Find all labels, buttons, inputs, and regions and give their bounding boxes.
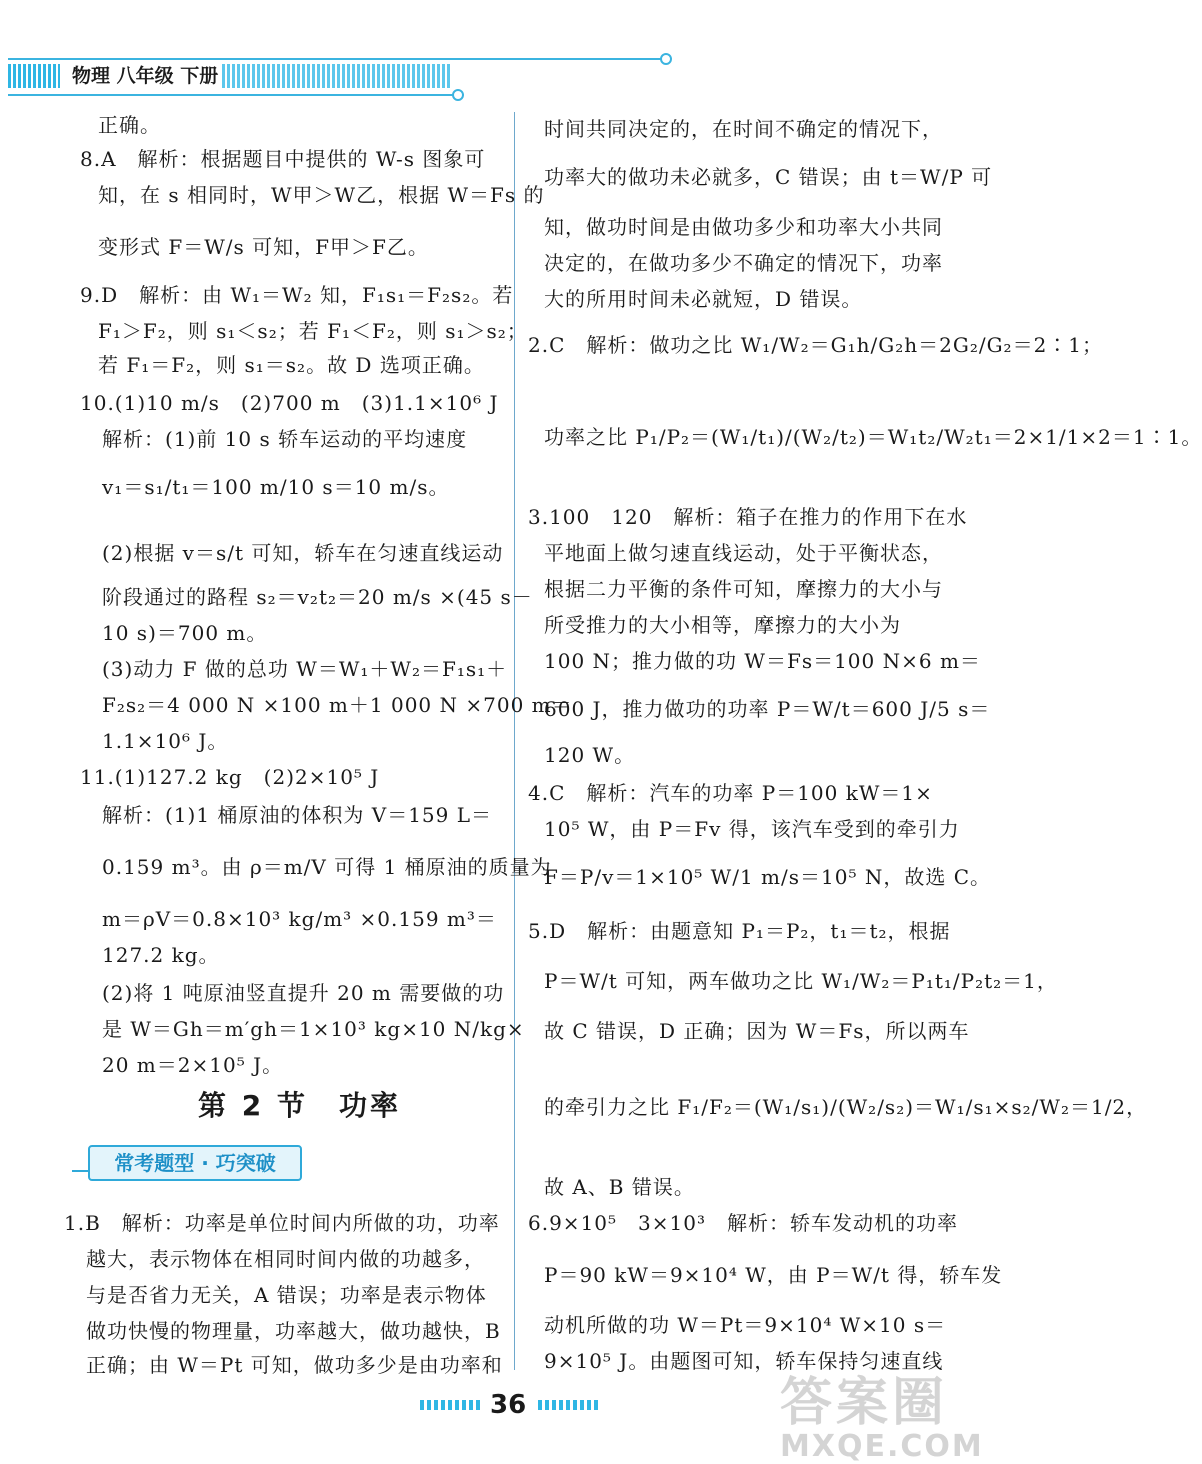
text-line: 600 J，推力做功的功率 P＝W/t＝600 J/5 s＝ — [544, 697, 991, 721]
text-line: 10⁵ W，由 P＝Fv 得，该汽车受到的牵引力 — [544, 817, 960, 841]
header-rule-top — [8, 58, 663, 60]
formula-line: 的牵引力之比 F₁/F₂＝(W₁/s₁)/(W₂/s₂)＝W₁/s₁×s₂/W₂＝1/2， — [544, 1095, 1148, 1119]
answer-6: 6.9×10⁵ 3×10³ 解析：轿车发动机的功率 — [528, 1211, 958, 1235]
text-line: 120 W。 — [544, 743, 636, 767]
text-line: 100 N；推力做的功 W＝Fs＝100 N×6 m＝ — [544, 649, 981, 673]
text-line: 与是否省力无关，A 错误；功率是表示物体 — [86, 1283, 487, 1307]
text-line: 变形式 F＝W/s 可知，F甲＞F乙。 — [98, 235, 429, 259]
column-divider — [514, 112, 515, 1370]
section-badge: 常考题型 · 巧突破 — [88, 1145, 302, 1181]
text-line: 故 C 错误，D 正确；因为 W＝Fs，所以两车 — [544, 1019, 970, 1043]
section-title: 第 2 节 功率 — [198, 1089, 401, 1122]
answer-9: 9.D 解析：由 W₁＝W₂ 知，F₁s₁＝F₂s₂。若 — [80, 283, 514, 307]
page-number: 36 — [490, 1390, 527, 1420]
text-line: 功率大的做功未必就多，C 错误；由 t＝W/P 可 — [544, 165, 993, 189]
text-line: (3)动力 F 做的总功 W＝W₁＋W₂＝F₁s₁＋ — [102, 657, 508, 681]
text-line: 20 m＝2×10⁵ J。 — [102, 1053, 284, 1077]
text-line: 动机所做的功 W＝Pt＝9×10⁴ W×10 s＝ — [544, 1313, 947, 1337]
watermark-logo: 答案圈 — [780, 1373, 949, 1433]
text-line: 阶段通过的路程 s₂＝v₂t₂＝20 m/s ×(45 s－ — [102, 585, 533, 609]
text-line: P＝90 kW＝9×10⁴ W，由 P＝W/t 得，轿车发 — [544, 1263, 1003, 1287]
text-line: 解析：(1)1 桶原油的体积为 V＝159 L＝ — [102, 803, 493, 827]
page-header — [0, 0, 1000, 100]
text-line: 知，做功时间是由做功多少和功率大小共同 — [544, 215, 943, 239]
text-line: 决定的，在做功多少不确定的情况下，功率 — [544, 251, 943, 275]
page-number-deco-right — [538, 1400, 598, 1410]
watermark-url: MXQE.COM — [780, 1429, 984, 1464]
text-line: 根据二力平衡的条件可知，摩擦力的大小与 — [544, 577, 943, 601]
text-line: 做功快慢的物理量，功率越大，做功越快，B — [86, 1319, 501, 1343]
text-line: 所受推力的大小相等，摩擦力的大小为 — [544, 613, 901, 637]
text-line: (2)将 1 吨原油竖直提升 20 m 需要做的功 — [102, 981, 505, 1005]
text-line: 越大，表示物体在相同时间内做的功越多， — [86, 1247, 485, 1271]
answer-2: 2.C 解析：做功之比 W₁/W₂＝G₁h/G₂h＝2G₂/G₂＝2∶1； — [528, 333, 1104, 357]
text-line: m＝ρV＝0.8×10³ kg/m³ ×0.159 m³＝ — [102, 907, 497, 931]
text-line: 127.2 kg。 — [102, 943, 220, 967]
answer-3: 3.100 120 解析：箱子在推力的作用下在水 — [528, 505, 968, 529]
text-line: (2)根据 v＝s/t 可知，轿车在匀速直线运动 — [102, 541, 504, 565]
text-line: 大的所用时间未必就短，D 错误。 — [544, 287, 863, 311]
header-dot-icon — [452, 89, 464, 101]
book-title: 物理 八年级 下册 — [72, 65, 219, 87]
header-dot-icon — [660, 53, 672, 65]
text-line: 平地面上做匀速直线运动，处于平衡状态， — [544, 541, 943, 565]
text-line: 时间共同决定的，在时间不确定的情况下， — [544, 117, 943, 141]
text-line: 正确。 — [98, 113, 161, 137]
text-line: 1.1×10⁶ J。 — [102, 729, 229, 753]
text-line: 故 A、B 错误。 — [544, 1175, 695, 1199]
answer-4: 4.C 解析：汽车的功率 P＝100 kW＝1× — [528, 781, 933, 805]
text-line: 正确；由 W＝Pt 可知，做功多少是由功率和 — [86, 1353, 503, 1377]
header-rule-bottom — [8, 94, 458, 96]
answer-1: 1.B 解析：功率是单位时间内所做的功，功率 — [64, 1211, 500, 1235]
text-line: 0.159 m³。由 ρ＝m/V 可得 1 桶原油的质量为 — [102, 855, 552, 879]
text-line: 若 F₁＝F₂，则 s₁＝s₂。故 D 选项正确。 — [98, 353, 485, 377]
text-line: 是 W＝Gh＝m′gh＝1×10³ kg×10 N/kg× — [102, 1017, 525, 1041]
text-line: F₁＞F₂，则 s₁＜s₂；若 F₁＜F₂，则 s₁＞s₂； — [98, 319, 528, 343]
text-line: 10 s)＝700 m。 — [102, 621, 268, 645]
text-line: F₂s₂＝4 000 N ×100 m＋1 000 N ×700 m＝ — [102, 693, 573, 717]
text-line: 9×10⁵ J。由题图可知，轿车保持匀速直线 — [544, 1349, 944, 1373]
page-number-deco-left — [420, 1400, 480, 1410]
answer-11: 11.(1)127.2 kg (2)2×10⁵ J — [80, 765, 380, 789]
formula-line: 功率之比 P₁/P₂＝(W₁/t₁)/(W₂/t₂)＝W₁t₂/W₂t₁＝2×1/1×2＝1∶1。 — [544, 425, 1202, 449]
answer-5: 5.D 解析：由题意知 P₁＝P₂，t₁＝t₂，根据 — [528, 919, 951, 943]
answer-10: 10.(1)10 m/s (2)700 m (3)1.1×10⁶ J — [80, 391, 499, 415]
text-line: 解析：(1)前 10 s 轿车运动的平均速度 — [102, 427, 468, 451]
answer-8: 8.A 解析：根据题目中提供的 W-s 图象可 — [80, 147, 486, 171]
watermark — [780, 1360, 984, 1464]
formula-line: P＝W/t 可知，两车做功之比 W₁/W₂＝P₁t₁/P₂t₂＝1， — [544, 969, 1058, 993]
header-stripe-right — [222, 64, 452, 88]
formula-line: F＝P/v＝1×10⁵ W/1 m/s＝10⁵ N，故选 C。 — [544, 865, 992, 889]
text-line: 知，在 s 相同时，W甲＞W乙，根据 W＝Fs 的 — [98, 183, 545, 207]
formula-line: v₁＝s₁/t₁＝100 m/10 s＝10 m/s。 — [102, 475, 450, 499]
header-stripe-left — [8, 64, 60, 88]
